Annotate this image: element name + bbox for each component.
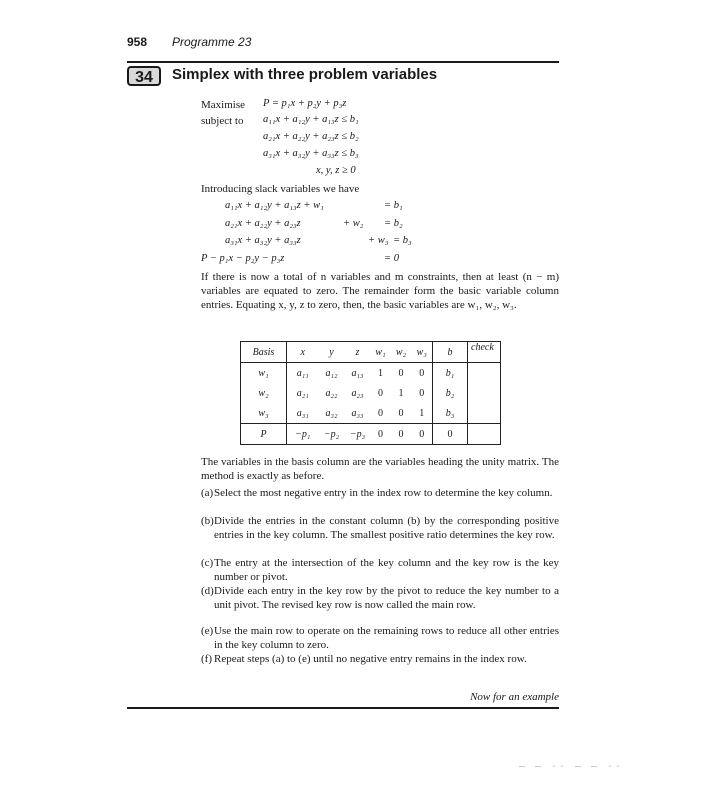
slack-row-2-lhs: a₂₁x + a₂₂y + a₂₃z — [225, 218, 301, 229]
table-cell: 0 — [433, 424, 468, 445]
table-cell: a₂₁ — [296, 387, 309, 399]
header-w1: w₁ — [375, 346, 386, 358]
header-w3: w₃ — [416, 346, 427, 358]
page-number: 958 — [127, 35, 148, 49]
table-cell: w₁ — [241, 363, 287, 384]
slack-row-1-rhs: = b₁ — [384, 200, 403, 211]
step-c — [201, 556, 559, 584]
table-cell: a₂₂ — [325, 387, 338, 399]
scan-mark: — — -- — — -- — [519, 762, 624, 773]
simplex-table-container — [240, 341, 501, 445]
table-cell: 0 — [419, 367, 425, 379]
table-cell: 0 — [398, 428, 404, 440]
constraint-2: a₂₁x + a₂₂y + a₂₃z ≤ b₂ — [263, 131, 359, 142]
step-label: (d) — [201, 585, 214, 597]
step-a — [201, 486, 559, 514]
step-text: Divide each entry in the key row by the pivot to reduce the key number to a unit pivot. The revised key row is now called the main row. — [214, 585, 559, 611]
step-text: Divide the entries in the constant column (b) by the corresponding positive entries in the key column. The smallest positive ratio determines the key row. — [214, 515, 559, 541]
nonnegativity-constraint: x, y, z ≥ 0 — [316, 165, 356, 176]
table-row — [241, 363, 501, 384]
step-e — [201, 624, 559, 652]
table-cell: 0 — [398, 367, 404, 379]
constraint-3: a₃₁x + a₃₂y + a₃₃z ≤ b₃ — [263, 148, 359, 159]
slack-row-3-lhs: a₃₁x + a₃₂y + a₃₃z — [225, 235, 301, 246]
step-text: Repeat steps (a) to (e) until no negative entry remains in the index row. — [214, 653, 527, 665]
step-label: (f) — [201, 653, 212, 665]
step-label: (c) — [201, 557, 214, 569]
index-row — [241, 424, 501, 445]
step-text: Use the main row to operate on the remaining rows to reduce all other entries in the key column to zero. — [214, 625, 559, 651]
slack-row-2-rhs: = b₂ — [384, 218, 403, 229]
slack-row-4-lhs: P − p₁x − p₂y − p₃z — [201, 253, 285, 264]
table-cell: 1 — [398, 387, 404, 399]
table-cell: w₂ — [241, 383, 287, 403]
table-cell: a₃₂ — [325, 407, 338, 419]
table-cell: a₁₂ — [325, 367, 338, 379]
table-cell: b₁ — [433, 363, 468, 384]
step-label: (b) — [201, 515, 214, 527]
programme-label: Programme 23 — [172, 35, 252, 49]
slack-row-2-mid: + w₂ — [343, 218, 364, 229]
slack-row-3-rhs: = b₃ — [393, 235, 412, 246]
slack-row-4-rhs: = 0 — [384, 253, 399, 264]
table-cell: 0 — [419, 387, 425, 399]
header-z: z — [355, 346, 360, 358]
header-b: b — [433, 342, 468, 363]
table-cell — [468, 403, 501, 424]
step-f — [201, 652, 559, 680]
table-row — [241, 403, 501, 424]
frame-number-badge: 34 — [127, 66, 161, 86]
constraint-1: a₁₁x + a₁₂y + a₁₃z ≤ b₁ — [263, 114, 359, 125]
table-cell: P — [241, 424, 287, 445]
step-b — [201, 514, 559, 556]
table-cell — [468, 363, 501, 384]
paragraph-method: The variables in the basis column are the variables heading the unity matrix. The method is exactly as before. — [201, 456, 559, 482]
slack-row-3-mid: + w₃ — [368, 235, 389, 246]
table-cell — [468, 424, 501, 445]
table-cell: −p₁ — [295, 428, 311, 440]
next-frame-link[interactable]: Now for an example — [470, 691, 559, 703]
header-x: x — [300, 346, 305, 358]
table-cell: w₃ — [241, 403, 287, 424]
step-text: The entry at the intersection of the key column and the key row is the key number or pivot. — [214, 557, 559, 583]
maximise-label: Maximise — [201, 99, 245, 111]
header-y: y — [329, 346, 334, 358]
table-cell: 0 — [378, 387, 383, 399]
step-text: Select the most negative entry in the index row to determine the key column. — [214, 487, 553, 499]
table-cell: b₂ — [433, 383, 468, 403]
table-cell: 1 — [419, 407, 425, 419]
table-cell: 0 — [398, 407, 404, 419]
table-cell — [468, 383, 501, 403]
objective-function: P = p₁x + p₂y + p₃z — [263, 98, 347, 109]
table-row — [241, 383, 501, 403]
table-cell: a₁₃ — [351, 367, 364, 379]
step-label: (a) — [201, 487, 214, 499]
step-label: (e) — [201, 625, 214, 637]
simplex-table — [240, 341, 501, 445]
table-cell: a₃₃ — [351, 407, 364, 419]
slack-row-1-lhs: a₁₁x + a₁₂y + a₁₃z + w₁ — [225, 200, 324, 211]
table-cell: a₂₃ — [351, 387, 364, 399]
header-basis: Basis — [241, 342, 287, 363]
paragraph-variables: If there is now a total of n variables and m constraints, then at least (n − m) variables are equated to zero. The remainder form the basic variable column entries. Equating x, y, z to zero, then, the basic variables are w₁, w₂, w₃. — [201, 271, 559, 311]
frame-title: Simplex with three problem variables — [172, 66, 438, 83]
table-cell: a₃₁ — [296, 407, 309, 419]
footer-rule — [127, 707, 559, 709]
header-rule — [127, 61, 559, 63]
table-cell: 0 — [419, 428, 425, 440]
table-cell: 0 — [378, 407, 383, 419]
table-cell: 0 — [378, 428, 383, 440]
table-cell: a₁₁ — [296, 367, 309, 379]
table-cell: b₃ — [433, 403, 468, 424]
header-w2: w₂ — [395, 346, 407, 358]
subject-to-label: subject to — [201, 115, 244, 127]
table-cell: 1 — [378, 367, 383, 379]
step-d — [201, 584, 559, 626]
table-cell: −p₃ — [349, 428, 366, 440]
table-cell: −p₂ — [323, 428, 340, 440]
header-check: check — [468, 342, 501, 363]
slack-intro: Introducing slack variables we have — [201, 183, 360, 195]
